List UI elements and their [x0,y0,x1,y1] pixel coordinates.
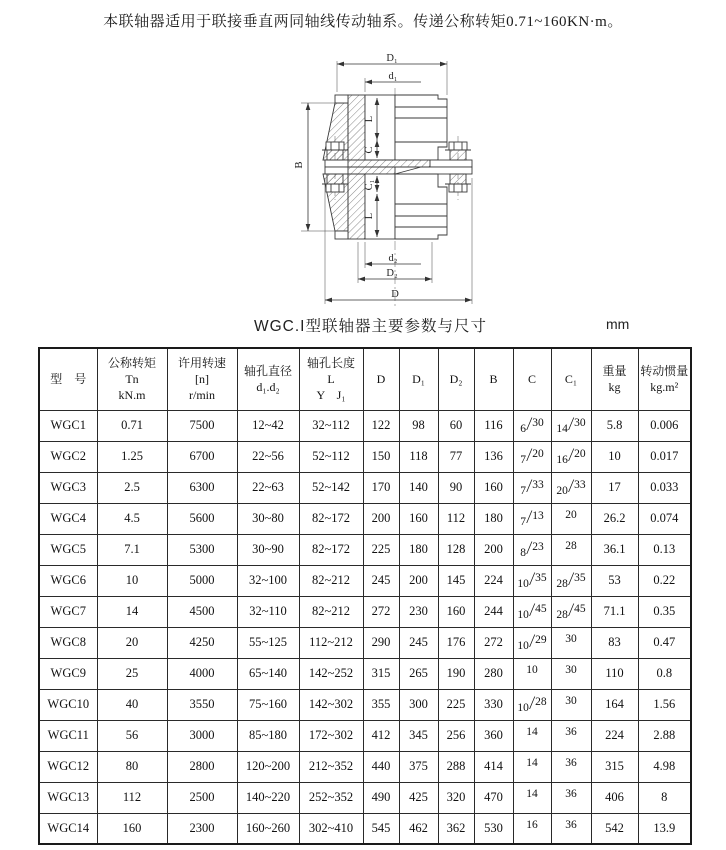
column-header: 重量 kg [591,348,638,410]
table-cell: 244 [474,596,513,627]
table-cell: 112 [97,782,167,813]
table-cell: 0.71 [97,410,167,441]
parameters-table [38,347,692,845]
table-cell: 26.2 [591,503,638,534]
table-cell: 10/35 [513,565,551,596]
table-cell: 1.25 [97,441,167,472]
table-cell: 36 [551,813,591,844]
table-cell: 20 [97,627,167,658]
table-cell: 142~302 [299,689,363,720]
table-cell: 82~212 [299,596,363,627]
table-cell: 414 [474,751,513,782]
table-cell: 10 [97,565,167,596]
column-header: D₁ [399,348,438,410]
table-cell: 28/35 [551,565,591,596]
dim-label-L-lower: L [364,212,375,220]
table-cell: 320 [438,782,474,813]
table-cell: 145 [438,565,474,596]
table-cell: 425 [399,782,438,813]
dim-label-C: C [364,146,375,154]
table-cell: 530 [474,813,513,844]
table-cell: 0.22 [638,565,691,596]
table-cell: 164 [591,689,638,720]
table-cell: 16/20 [551,441,591,472]
table-cell: 0.006 [638,410,691,441]
table-cell: 545 [363,813,399,844]
table-cell: 40 [97,689,167,720]
table-cell: 375 [399,751,438,782]
table-cell: 5.8 [591,410,638,441]
table-cell: 140~220 [237,782,299,813]
table-cell: 1.56 [638,689,691,720]
table-cell: 224 [474,565,513,596]
table-cell: 32~110 [237,596,299,627]
table-row [39,441,691,472]
table-row [39,503,691,534]
table-cell: WGC2 [39,441,97,472]
table-cell: 462 [399,813,438,844]
table-cell: 71.1 [591,596,638,627]
table-cell: 7.1 [97,534,167,565]
table-cell: 160 [97,813,167,844]
table-cell: 170 [363,472,399,503]
column-header: D₂ [438,348,474,410]
column-header: 型 号 [39,348,97,410]
table-cell: 362 [438,813,474,844]
table-cell: 32~100 [237,565,299,596]
dim-label-D: D [391,289,399,300]
table-cell: 112 [438,503,474,534]
table-cell: WGC3 [39,472,97,503]
table-cell: 190 [438,658,474,689]
table-cell: WGC12 [39,751,97,782]
table-cell: 10 [513,658,551,689]
table-cell: 7/13 [513,503,551,534]
table-cell: 10/28 [513,689,551,720]
table-cell: 0.13 [638,534,691,565]
table-cell: 0.074 [638,503,691,534]
table-cell: 36 [551,720,591,751]
table-cell: 25 [97,658,167,689]
table-cell: 80 [97,751,167,782]
table-cell: 225 [363,534,399,565]
table-cell: 245 [399,627,438,658]
table-cell: 53 [591,565,638,596]
column-header: 轴孔直径 d₁.d₂ [237,348,299,410]
table-cell: 230 [399,596,438,627]
table-cell: 212~352 [299,751,363,782]
table-cell: 10/45 [513,596,551,627]
table-cell: 98 [399,410,438,441]
table-cell: 82~172 [299,503,363,534]
table-cell: 2500 [167,782,237,813]
table-cell: 118 [399,441,438,472]
table-row [39,720,691,751]
table-cell: 7/20 [513,441,551,472]
dim-label-d1: d₁ [388,71,398,82]
table-cell: 7500 [167,410,237,441]
table-cell: 330 [474,689,513,720]
table-cell: 412 [363,720,399,751]
table-cell: 440 [363,751,399,782]
table-cell: 315 [363,658,399,689]
table-cell: 172~302 [299,720,363,751]
table-cell: 355 [363,689,399,720]
table-cell: 14 [97,596,167,627]
table-cell: 75~160 [237,689,299,720]
table-cell: 65~140 [237,658,299,689]
table-cell: 30~80 [237,503,299,534]
table-cell: 20 [551,503,591,534]
table-cell: 110 [591,658,638,689]
table-cell: WGC6 [39,565,97,596]
table-cell: 0.8 [638,658,691,689]
dim-label-B: B [294,161,305,169]
table-cell: 5300 [167,534,237,565]
table-cell: WGC8 [39,627,97,658]
table-cell: 6700 [167,441,237,472]
table-cell: 150 [363,441,399,472]
column-header: B [474,348,513,410]
table-cell: 20/33 [551,472,591,503]
table-cell: 4.98 [638,751,691,782]
table-cell: 288 [438,751,474,782]
table-row [39,751,691,782]
dim-label-C1: C₁ [364,179,375,191]
table-cell: 36 [551,751,591,782]
table-cell: 200 [474,534,513,565]
table-row [39,410,691,441]
table-cell: 14/30 [551,410,591,441]
table-cell: 36.1 [591,534,638,565]
table-cell: 120~200 [237,751,299,782]
table-cell: 0.35 [638,596,691,627]
table-cell: 17 [591,472,638,503]
header-row [39,348,691,410]
table-cell: 4250 [167,627,237,658]
table-cell: 52~112 [299,441,363,472]
dim-label-L-upper: L [364,115,375,123]
table-cell: 14 [513,720,551,751]
table-title: WGC.I型联轴器主要参数与尺寸 [254,318,487,335]
table-cell: 6/30 [513,410,551,441]
table-cell: 272 [363,596,399,627]
table-cell: 36 [551,782,591,813]
table-cell: 0.47 [638,627,691,658]
table-row [39,813,691,844]
table-cell: 176 [438,627,474,658]
table-cell: 22~56 [237,441,299,472]
table-cell: 7/33 [513,472,551,503]
coupling-body [323,95,472,239]
table-cell: 6300 [167,472,237,503]
table-cell: 140 [399,472,438,503]
table-cell: 28 [551,534,591,565]
table-cell: 180 [399,534,438,565]
table-cell: WGC14 [39,813,97,844]
table-cell: 290 [363,627,399,658]
dim-label-D2: D₂ [386,268,398,279]
table-cell: 2800 [167,751,237,782]
column-header: 轴孔长度 L Y J₁ [299,348,363,410]
table-cell: 14 [513,751,551,782]
table-cell: 272 [474,627,513,658]
table-cell: 112~212 [299,627,363,658]
table-cell: 16 [513,813,551,844]
table-row [39,782,691,813]
table-cell: 224 [591,720,638,751]
table-cell: 32~112 [299,410,363,441]
table-cell: 160 [438,596,474,627]
table-cell: 5600 [167,503,237,534]
table-cell: 0.017 [638,441,691,472]
table-cell: 200 [363,503,399,534]
table-cell: 180 [474,503,513,534]
table-row [39,658,691,689]
table-cell: 14 [513,782,551,813]
table-cell: 406 [591,782,638,813]
table-cell: 256 [438,720,474,751]
column-header: C₁ [551,348,591,410]
table-cell: 160 [474,472,513,503]
table-cell: 30 [551,627,591,658]
table-cell: 55~125 [237,627,299,658]
table-cell: 360 [474,720,513,751]
table-cell: 83 [591,627,638,658]
table-row [39,627,691,658]
table-cell: 300 [399,689,438,720]
table-cell: 30~90 [237,534,299,565]
table-cell: WGC1 [39,410,97,441]
table-cell: 30 [551,658,591,689]
table-cell: WGC5 [39,534,97,565]
table-cell: 225 [438,689,474,720]
table-cell: 52~142 [299,472,363,503]
table-cell: WGC11 [39,720,97,751]
table-cell: 10/29 [513,627,551,658]
table-cell: 3000 [167,720,237,751]
intro-text: 本联轴器适用于联接垂直两同轴线传动轴系。传递公称转矩0.71~160KN·m。 [103,14,623,30]
table-cell: 160 [399,503,438,534]
table-cell: 12~42 [237,410,299,441]
table-cell: 136 [474,441,513,472]
column-header: 公称转矩 Tn kN.m [97,348,167,410]
table-cell: WGC10 [39,689,97,720]
dim-label-D1: D₁ [386,53,398,64]
table-cell: 4.5 [97,503,167,534]
table-cell: 128 [438,534,474,565]
table-row [39,565,691,596]
table-cell: 490 [363,782,399,813]
coupling-drawing [225,52,515,314]
table-cell: WGC4 [39,503,97,534]
table-cell: 30 [551,689,591,720]
table-row [39,534,691,565]
table-cell: 345 [399,720,438,751]
table-cell: 160~260 [237,813,299,844]
table-cell: 4000 [167,658,237,689]
table-cell: 116 [474,410,513,441]
table-cell: 122 [363,410,399,441]
table-cell: 4500 [167,596,237,627]
dim-label-d2: d₂ [388,253,398,264]
table-cell: 77 [438,441,474,472]
table-cell: 82~212 [299,565,363,596]
table-row [39,596,691,627]
table-cell: WGC7 [39,596,97,627]
unit-label: mm [606,316,630,332]
column-header: C [513,348,551,410]
table-cell: 8 [638,782,691,813]
table-cell: 5000 [167,565,237,596]
column-header: 许用转速 [n] r/min [167,348,237,410]
table-cell: WGC9 [39,658,97,689]
table-cell: 56 [97,720,167,751]
table-cell: 85~180 [237,720,299,751]
table-cell: WGC13 [39,782,97,813]
table-cell: 3550 [167,689,237,720]
table-cell: 60 [438,410,474,441]
table-cell: 82~172 [299,534,363,565]
table-cell: 22~63 [237,472,299,503]
table-cell: 0.033 [638,472,691,503]
table-cell: 90 [438,472,474,503]
column-header: 转动惯量 kg.m² [638,348,691,410]
table-cell: 10 [591,441,638,472]
table-cell: 302~410 [299,813,363,844]
table-cell: 8/23 [513,534,551,565]
table-cell: 200 [399,565,438,596]
column-header: D [363,348,399,410]
table-cell: 280 [474,658,513,689]
table-cell: 542 [591,813,638,844]
table-cell: 13.9 [638,813,691,844]
table-cell: 142~252 [299,658,363,689]
table-cell: 2.88 [638,720,691,751]
table-cell: 245 [363,565,399,596]
table-cell: 252~352 [299,782,363,813]
table-cell: 315 [591,751,638,782]
table-row [39,472,691,503]
table-cell: 2.5 [97,472,167,503]
table-cell: 265 [399,658,438,689]
table-cell: 2300 [167,813,237,844]
table-row [39,689,691,720]
table-cell: 470 [474,782,513,813]
table-cell: 28/45 [551,596,591,627]
